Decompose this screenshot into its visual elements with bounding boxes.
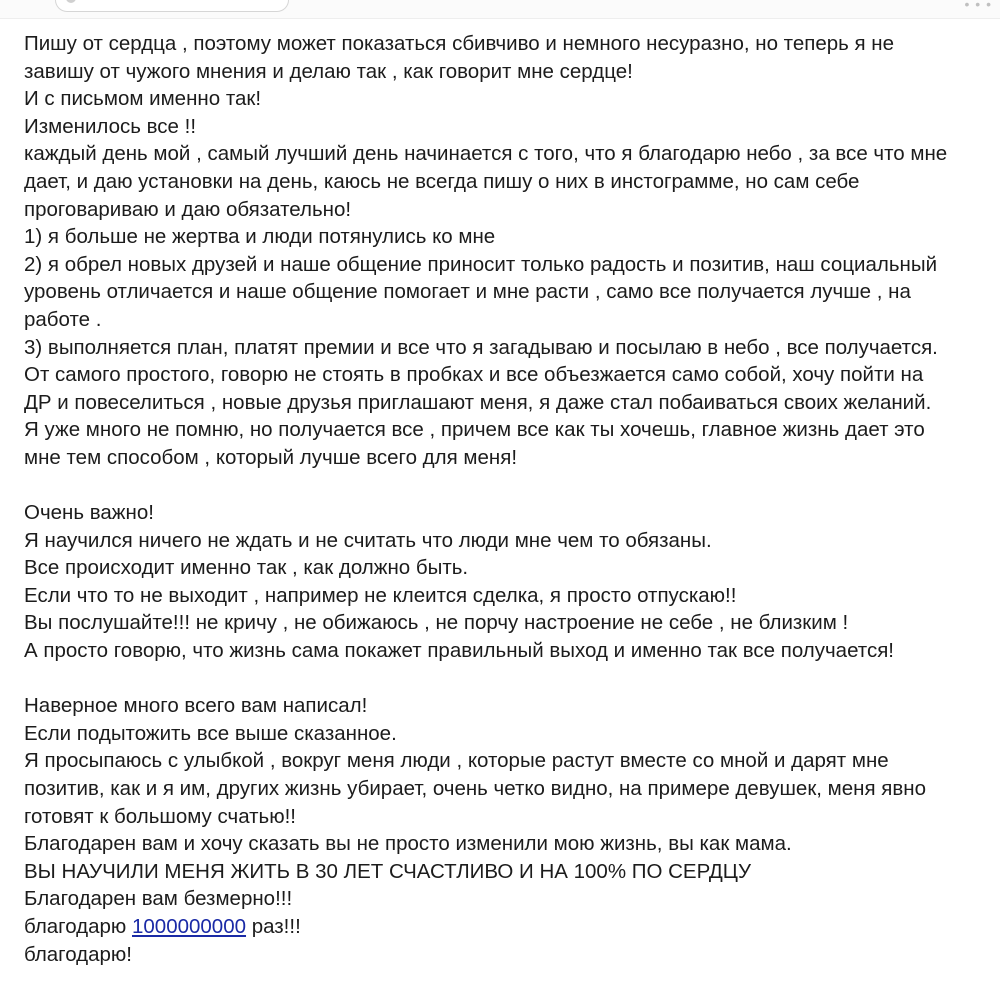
text-line: Я научился ничего не ждать и не считать что люди мне чем то обязаны. (24, 528, 712, 552)
text-line: мне тем способом , который лучше всего для меня! (24, 445, 518, 469)
text-line: позитив, как и я им, других жизнь убирает, очень четко видно, на примере девушек, меня явно (24, 777, 927, 801)
text-line: От самого простого, говорю не стоять в пробках и все объезжается само собой, хочу пойти на (24, 363, 924, 387)
text-line: Я просыпаюсь с улыбкой , вокруг меня люди , которые растут вместе со мной и дарят мне (24, 749, 889, 773)
text-line: Благодарен вам безмерно!!! (24, 887, 293, 911)
phone-number-link[interactable]: 1000000000 (132, 915, 247, 938)
paragraph-1 (24, 30, 984, 472)
top-toolbar-strip (0, 0, 1000, 19)
thanks-prefix: благодарю (24, 915, 132, 938)
text-line: завишу от чужого мнения и делаю так , как говорит мне сердце! (24, 59, 633, 83)
thanks-suffix: раз!!! (246, 915, 301, 938)
text-line: Если что то не выходит , например не клеится сделка, я просто отпускаю!! (24, 583, 737, 607)
paragraph-3 (24, 692, 984, 968)
more-options-icon[interactable]: • • • (964, 0, 992, 12)
text-line: А просто говорю, что жизнь сама покажет правильный выход и именно так все получается! (24, 639, 894, 663)
text-line: уровень отличается и наше общение помогает и мне расти , само все получается лучше , на (24, 280, 911, 304)
top-search-pill[interactable] (55, 0, 289, 12)
text-line: 3) выполняется план, платят премии и все что я загадываю и посылаю в небо , все получается. (24, 335, 938, 359)
text-line: И с письмом именно так! (24, 87, 262, 111)
text-line: проговариваю и даю обязательно! (24, 197, 352, 221)
text-line: Очень важно! (24, 501, 154, 525)
text-line: ДР и повеселиться , новые друзья приглашают меня, я даже стал побаиваться своих желаний. (24, 390, 932, 414)
thanks-line (24, 913, 984, 941)
text-line: работе . (24, 307, 102, 331)
text-line: Я уже много не помню, но получается все , причем все как ты хочешь, главное жизнь дает это (24, 418, 925, 442)
text-line: 1) я больше не жертва и люди потянулись ко мне (24, 225, 496, 249)
blank-line (24, 665, 984, 693)
text-line: Благодарен вам и хочу сказать вы не просто изменили мою жизнь, вы как мама. (24, 832, 792, 856)
text-line: ВЫ НАУЧИЛИ МЕНЯ ЖИТЬ В 30 ЛЕТ СЧАСТЛИВО И НА 100% ПО СЕРДЦУ (24, 859, 751, 883)
text-line: Вы послушайте!!! не кричу , не обижаюсь , не порчу настроение не себе , не близким ! (24, 611, 849, 635)
text-line: Изменилось все !! (24, 114, 197, 138)
text-line: каждый день мой , самый лучший день начинается с того, что я благодарю небо , за все что мне (24, 142, 948, 166)
blank-line (24, 472, 984, 500)
text-line: Наверное много всего вам написал! (24, 694, 368, 718)
text-line: дает, и даю установки на день, каюсь не всегда пишу о них в инстограмме, но сам себе (24, 169, 860, 193)
closing-line: благодарю! (24, 942, 132, 966)
text-line: Пишу от сердца , поэтому может показаться сбивчиво и немного несуразно, но теперь я не (24, 32, 895, 55)
text-line: 2) я обрел новых друзей и наше общение приносит только радость и позитив, наш социальный (24, 252, 938, 276)
text-line: Если подытожить все выше сказанное. (24, 721, 397, 745)
avatar-icon (66, 0, 76, 3)
text-line: Все происходит именно так , как должно быть. (24, 556, 469, 580)
message-body (24, 30, 984, 968)
text-line: готовят к большому счатью!! (24, 804, 296, 828)
paragraph-2 (24, 499, 984, 665)
